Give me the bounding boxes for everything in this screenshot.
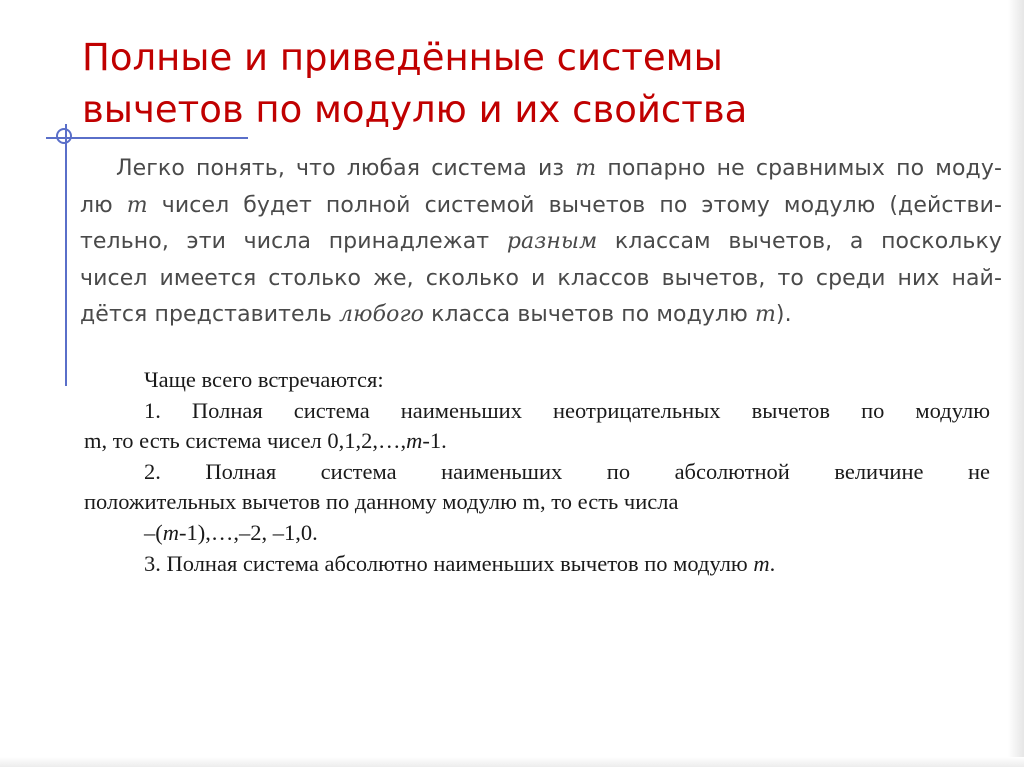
title-line-2: вычетов по модулю и их свойства (82, 88, 748, 131)
list-item-3 (84, 549, 990, 580)
text-run: дётся представитель (80, 302, 340, 327)
math-var-m: m (162, 519, 179, 545)
text-run: класса вычетов по модулю (424, 302, 755, 327)
text-run: попарно не сравнимых по моду- (596, 156, 1002, 181)
math-var-m: m (406, 428, 423, 454)
text-run: . (769, 550, 776, 576)
italic-emphasis: любого (339, 302, 425, 327)
para1-line-1 (80, 151, 1002, 188)
math-var-m: m (575, 156, 597, 181)
text-run: –( (144, 519, 163, 545)
text-run: тельно, эти числа принадлежат (80, 229, 507, 254)
para1-line-3 (80, 224, 1002, 261)
text-run: чисел будет полной системой вычетов по этому модулю (действи- (147, 192, 1003, 218)
list-item-2-line-2: положительных вычетов по данному модулю m, то есть числа (84, 489, 679, 515)
definition-paragraph (80, 151, 1002, 334)
title-line-1: Полные и приведённые системы (82, 36, 723, 79)
decor-vertical-line (65, 124, 67, 386)
text-run: -1),…,–2, –1,0. (179, 519, 318, 545)
decor-crosshair-circle (56, 128, 72, 144)
para1-line-5 (80, 297, 1002, 334)
math-var-m: m (753, 550, 770, 576)
list-item-2-line-1: 2. Полная система наименьших по абсолютной величине не (144, 458, 990, 484)
para1-line-4: чисел имеется столько же, сколько и классов вычетов, то среди них най- (80, 265, 1002, 291)
math-var-m: m (126, 192, 148, 218)
slide-title (82, 32, 982, 136)
list-item-1-line-1: 1. Полная система наименьших неотрицательных вычетов по модулю (144, 397, 990, 423)
slide-bottom-shadow (0, 757, 1024, 767)
text-run: классам вычетов, а поскольку (597, 229, 1002, 254)
decor-horizontal-line (46, 137, 248, 139)
text-run: m, то есть система чисел 0,1,2,…, (84, 428, 407, 454)
list-intro: Чаще всего встречаются: (144, 367, 384, 392)
list-item-2-line-3 (84, 518, 990, 549)
text-run: Легко понять, что любая система из (116, 156, 576, 181)
list-item-1-line-2 (84, 426, 990, 457)
text-run: 3. Полная система абсолютно наименьших вычетов по модулю (144, 550, 754, 576)
text-run: ). (775, 302, 792, 327)
slide-right-shadow (1008, 0, 1024, 767)
math-var-m: m (754, 302, 776, 327)
text-run: -1. (422, 428, 447, 454)
para1-line-2 (80, 188, 1002, 225)
text-run: лю (80, 192, 127, 218)
italic-emphasis: разным (506, 229, 598, 254)
systems-list (84, 365, 990, 579)
